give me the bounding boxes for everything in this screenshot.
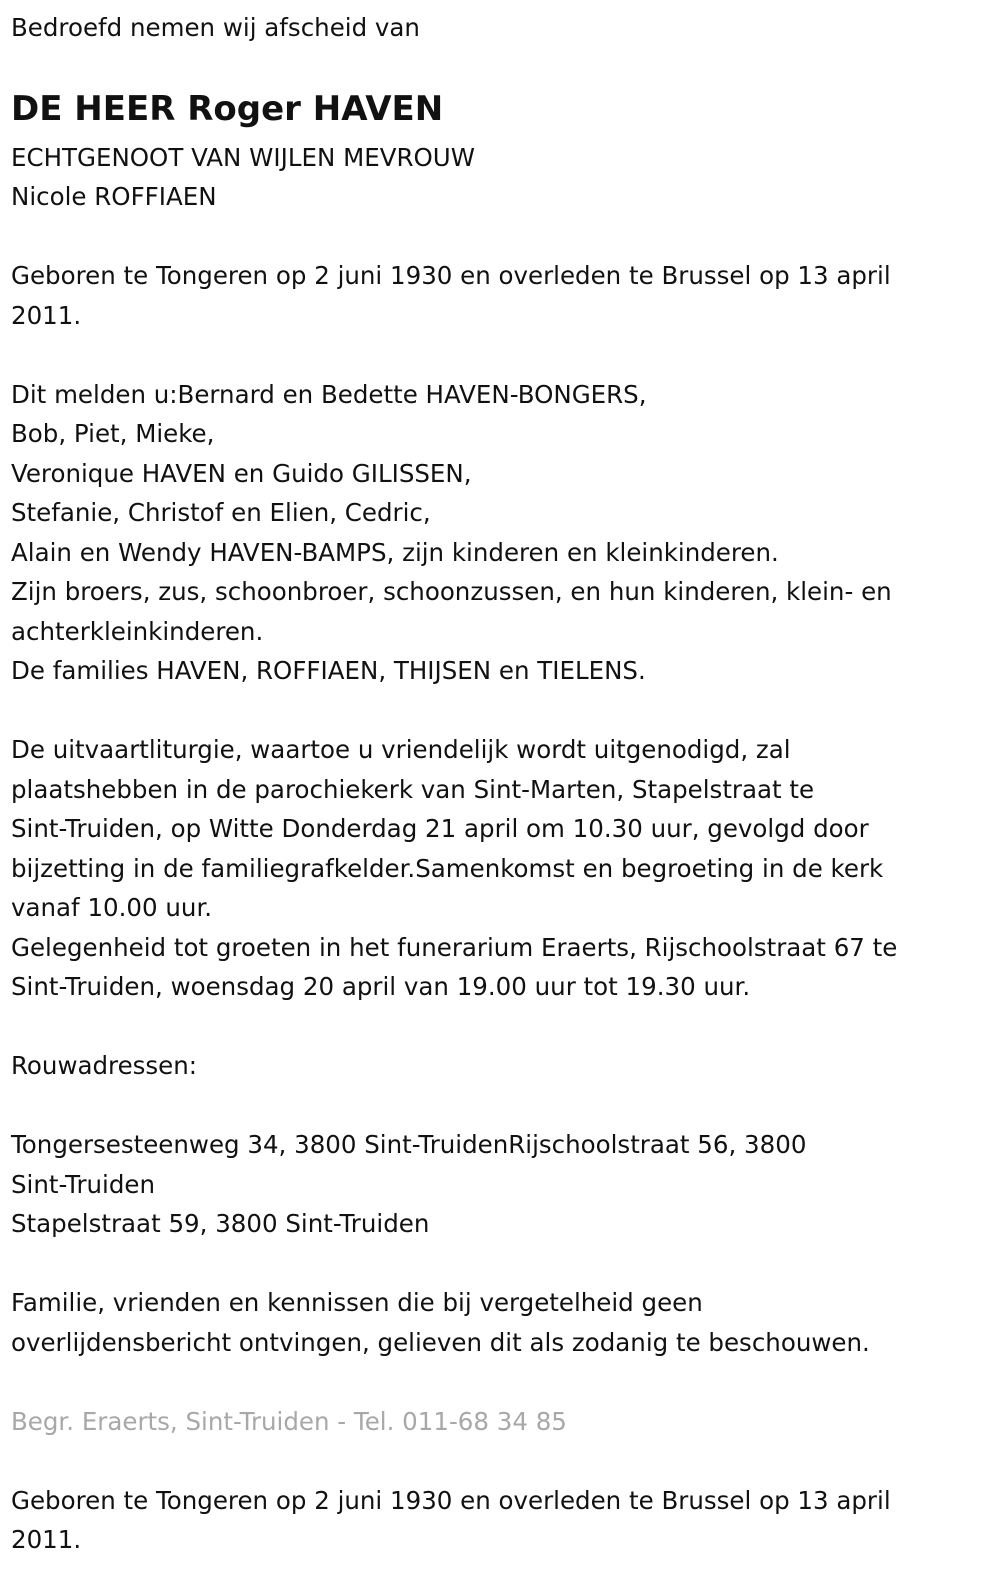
notice-line: overlijdensbericht ontvingen, gelieven dit als zodanig te beschouwen. (11, 1327, 870, 1357)
notice-line: Familie, vrienden en kennissen die bij vergetelheid geen (11, 1288, 703, 1317)
spacer (11, 1362, 1000, 1402)
addresses-list (11, 1125, 1000, 1244)
family-list (11, 375, 1000, 691)
address-line: Stapelstraat 59, 3800 Sint-Truiden (11, 1209, 430, 1238)
spacer (11, 1086, 1000, 1126)
ceremony-text (11, 730, 1000, 1007)
intro-text: Bedroefd nemen wij afscheid van (11, 13, 420, 42)
family-line: Alain en Wendy HAVEN-BAMPS, zijn kinderen en kleinkinderen. (11, 537, 779, 567)
ceremony-line: bijzetting in de familiegrafkelder.Samenkomst en begroeting in de kerk (11, 853, 884, 883)
family-line: Bob, Piet, Mieke, (11, 419, 215, 448)
addresses-heading: Rouwadressen: (11, 1051, 198, 1080)
spacer (11, 1441, 1000, 1481)
spacer (11, 691, 1000, 731)
address-line: Tongersesteenweg 34, 3800 Sint-TruidenRijschoolstraat 56, 3800 (11, 1130, 807, 1159)
spouse-line-2: Nicole ROFFIAEN (11, 182, 217, 211)
family-line: achterkleinkinderen. (11, 616, 264, 646)
ceremony-line: Sint-Truiden, woensdag 20 april van 19.00 uur tot 19.30 uur. (11, 972, 751, 1001)
spacer (11, 1007, 1000, 1047)
birth-death-repeat-line-2: 2011. (11, 1525, 82, 1554)
family-line: Dit melden u:Bernard en Bedette HAVEN-BONGERS, (11, 379, 647, 409)
ceremony-line: De uitvaartliturgie, waartoe u vriendelijk wordt uitgenodigd, zal (11, 735, 791, 764)
spouse-line-1: ECHTGENOOT VAN WIJLEN MEVROUW (11, 142, 475, 172)
deceased-name: DE HEER Roger HAVEN (11, 88, 444, 129)
birth-death-repeat-line-1: Geboren te Tongeren op 2 juni 1930 en overleden te Brussel op 13 april (11, 1485, 891, 1515)
spacer (11, 335, 1000, 375)
birth-death-line-1: Geboren te Tongeren op 2 juni 1930 en overleden te Brussel op 13 april (11, 261, 891, 290)
ceremony-line: Gelegenheid tot groeten in het funerarium Eraerts, Rijschoolstraat 67 te (11, 932, 898, 962)
ceremony-line: plaatshebben in de parochiekerk van Sint-Marten, Stapelstraat te (11, 774, 815, 804)
undertaker-credit: Begr. Eraerts, Sint-Truiden - Tel. 011-68 34 85 (11, 1406, 567, 1436)
ceremony-line: Sint-Truiden, op Witte Donderdag 21 april om 10.30 uur, gevolgd door (11, 814, 869, 843)
address-line: Sint-Truiden (11, 1169, 156, 1199)
family-line: De families HAVEN, ROFFIAEN, THIJSEN en TIELENS. (11, 656, 646, 685)
ceremony-line: vanaf 10.00 uur. (11, 893, 213, 922)
family-line: Veronique HAVEN en Guido GILISSEN, (11, 458, 472, 488)
spacer (11, 1244, 1000, 1284)
spacer (11, 217, 1000, 257)
notice-text (11, 1283, 1000, 1362)
family-line: Stefanie, Christof en Elien, Cedric, (11, 498, 431, 527)
family-line: Zijn broers, zus, schoonbroer, schoonzussen, en hun kinderen, klein- en (11, 577, 892, 606)
birth-death-line-2: 2011. (11, 300, 82, 330)
